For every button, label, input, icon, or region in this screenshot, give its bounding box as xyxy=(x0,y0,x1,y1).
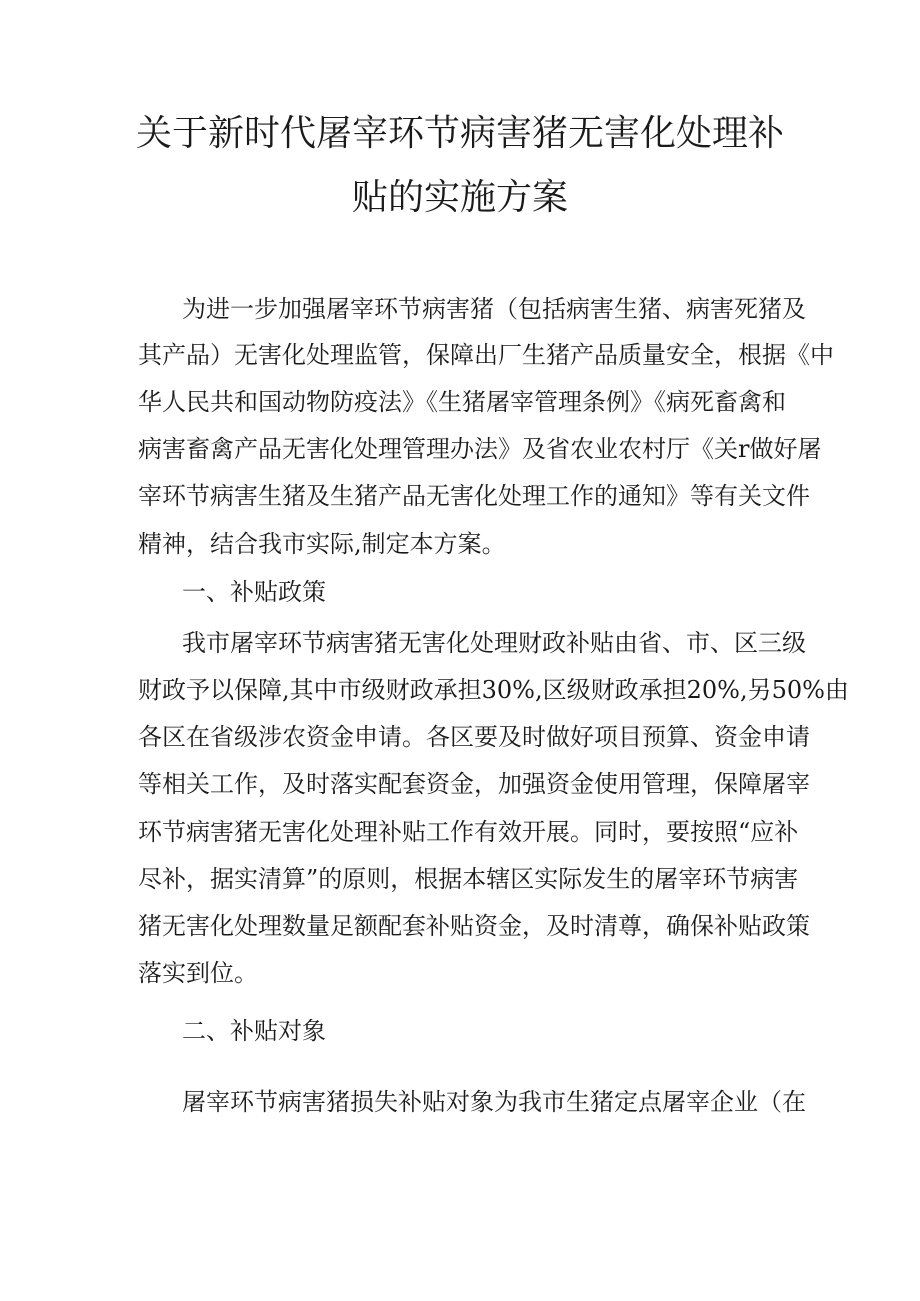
section-1-line-3: 各区在省级涉农资金申请。各区要及时做好项目预算、资金申请 xyxy=(138,723,810,751)
intro-line-2: 其产品）无害化处理监管，保障出厂生猪产品质量安全，根据《中 xyxy=(138,341,834,369)
section-1-line-2: 财政予以保障,其中市级财政承担30%,区级财政承担20%,另50%由 xyxy=(138,676,849,704)
section-1-line-1: 我市屠宰环节病害猪无害化处理财政补贴由省、市、区三级 xyxy=(182,629,806,657)
section-1-line-6: 尽补，据实清算”的原则，根据本辖区实际发生的屠宰环节病害 xyxy=(138,865,799,893)
document-title-line-2: 贴的实施方案 xyxy=(351,177,568,218)
section-1-line-5: 环节病害猪无害化处理补贴工作有效开展。同时，要按照“应补 xyxy=(138,818,799,846)
intro-line-6: 精神，结合我市实际,制定本方案。 xyxy=(138,530,506,558)
section-1-line-7: 猪无害化处理数量足额配套补贴资金，及时清尊，确保补贴政策 xyxy=(138,912,810,940)
document-title-line-1: 关于新时代屠宰环节病害猪无害化处理补 xyxy=(135,113,784,154)
section-2-heading: 二、补贴对象 xyxy=(182,1017,326,1045)
section-2-line-1: 屠宰环节病害猪损失补贴对象为我市生猪定点屠宰企业（在 xyxy=(182,1088,806,1116)
intro-line-4: 病害畜禽产品无害化处理管理办法》及省农业农村厅《关r做好屠 xyxy=(138,435,822,463)
intro-line-3: 华人民共和国动物防疫法》《生猪屠宰管理条例》《病死畜禽和 xyxy=(138,388,786,416)
section-1-line-4: 等相关工作，及时落实配套资金，加强资金使用管理，保障屠宰 xyxy=(138,770,810,798)
section-1-heading: 一、补贴政策 xyxy=(182,578,326,606)
intro-line-5: 宰环节病害生猪及生猪产品无害化处理工作的通知》等有关文件 xyxy=(138,482,810,510)
section-1-line-8: 落实到位。 xyxy=(138,959,258,987)
intro-line-1: 为进一步加强屠宰环节病害猪（包括病害生猪、病害死猪及 xyxy=(182,295,806,323)
